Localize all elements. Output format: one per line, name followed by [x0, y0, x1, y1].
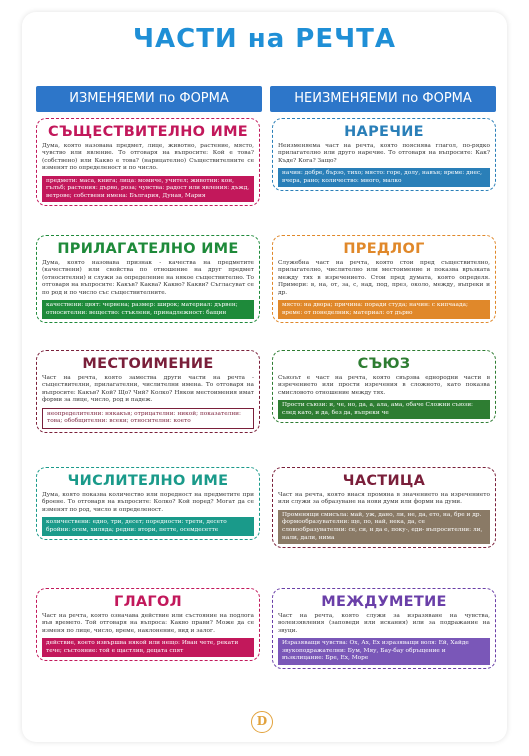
card-title: ПРЕДЛОГ: [343, 241, 425, 257]
card-text: Служебна част на речта, която стои пред съществително, прилагателно, числително или местоимение и показва връзката между тях в изречението. Стои пред думата, която определя. Примери: в, на, от, за, с, над, под, през, около, между, въпреки и др.: [278, 260, 490, 296]
publisher-logo-icon: D: [251, 711, 273, 733]
card-example: количествени: едно, три, десет; поредности: трети, десето бройни: осем, хиляда; редни: втори, петте, осемдесетте: [42, 517, 254, 536]
card-text: Част на речта, която замества други части на речта - съществителни, прилагателни, числителни имена. То отговаря на въпросите: Какъв? Кой? Що? Чий? Колко? Някои местоимения имат форми за лице, число, род и падеж.: [42, 375, 254, 404]
card-pronoun: [36, 350, 260, 433]
column-header-unchangeable: НЕИЗМЕНЯЕМИ по ФОРМА: [270, 86, 496, 112]
page-title: ЧАСТИ на РЕЧТА: [132, 24, 396, 54]
column-header-changeable: ИЗМЕНЯЕМИ по ФОРМА: [36, 86, 262, 112]
card-interjection: [272, 588, 496, 669]
card-example: Прости съюзи: и, че, но, да, а, ала, ама, обаче Сложни съюзи: след като, и да, без да, въпреки че: [278, 400, 490, 419]
card-conjunction: [272, 350, 496, 423]
card-text: Част на речта, която означава действие или състояние на подлога във времето. Той отговаря на въпроса: Какво прави? Може да се изменя по лице, число, време, наклонение, вид и залог.: [42, 613, 254, 634]
card-verb: [36, 588, 260, 661]
card-adverb: [272, 118, 496, 191]
card-title: МЕСТОИМЕНИЕ: [82, 356, 214, 372]
card-text: Част на речта, която внася промяна в значението на изречението или служи за образуване на нови думи или форми на думи.: [278, 492, 490, 506]
card-title: СЪЮЗ: [357, 356, 411, 372]
card-example: качествени: цвят: червена; размер: широк; материал: дървен; относителни: вещество: стъклени, принадлежност: бащин: [42, 300, 254, 319]
card-text: Дума, която назовава предмет, лице, животно, растение, място, чувство или явление. То отговаря на въпросите: Кой е това? (собствено) или Какво е това? (нарицателно) Съществителните се изменят по определеност и по число.: [42, 143, 254, 172]
card-text: Съюзът е част на речта, която свързва еднородни части в изречението или прости изречения в сложното, като показва смисловото отношение между тях.: [278, 375, 490, 396]
card-example: неопределителни: някакъв; отрицателни: никой; показателни: това; обобщителни: всеки; относителни: което: [42, 408, 254, 429]
card-adjective: [36, 235, 260, 323]
card-example: действие, което извършва някой или нещо: Иван чете, рекати тече; състояние: той е щастлив, децата спят: [42, 638, 254, 657]
card-text: Дума, която показва количество или поредност на предметите при броене. То отговаря на въпросите: Колко? Кой поред? Могат да се изменят по род, число и определеност.: [42, 492, 254, 513]
card-title: ГЛАГОЛ: [114, 594, 182, 610]
card-numeral: [36, 467, 260, 540]
card-example: начин: добре, бързо, тихо; място: горе, долу, навън; време: днес, вчера, рано; количество: много, малко: [278, 168, 490, 187]
card-title: ЧИСЛИТЕЛНО ИМЕ: [67, 473, 229, 489]
card-title: НАРЕЧИЕ: [344, 124, 424, 140]
card-noun: [36, 118, 260, 206]
card-title: ЧАСТИЦА: [342, 473, 426, 489]
card-title: ПРИЛАГАТЕЛНО ИМЕ: [57, 241, 239, 257]
card-title: МЕЖДУМЕТИЕ: [321, 594, 447, 610]
card-example: Изразяващи чувства: Ох, Ах, Ех изразяващи воля: Ей, Хайде звукоподражателни: Бум, Мяу, Бау-бау обръщение и възклицание: Бре, Ех, Море: [278, 638, 490, 665]
card-example: Променящи смисъла: май, уж, дано, ли, не, да, ето, на, бре и др. формообразувателни: ще, по, най, нека, да, се словообразувателни: се, си, н да е, поку-, еди- въпросителни: ли, нали, дали, нима: [278, 510, 490, 544]
card-particle: [272, 467, 496, 548]
card-text: Дума, която назовава признак - качества на предметите (качествени) или свойства по отношение на друг предмет (относителни) и служи за определение на някое съществително. То отговаря на въпросите: Какъв? Каква? Какво? Какви? Съгласуват се по род и по число със съществителните.: [42, 260, 254, 296]
card-example: място: на двора; причина: поради студа; начин: с кипчаада; време: от понеделник; материал: от дърво: [278, 300, 490, 319]
card-text: Неизменяема част на речта, която пояснява глагол, по-рядко прилагателно или друго наречие. То отговаря на въпросите: Как? Къде? Кога? Защо?: [278, 143, 490, 164]
card-title: СЪЩЕСТВИТЕЛНО ИМЕ: [47, 124, 249, 140]
card-text: Част на речта, която служи за изразяване на чувства, волеизявления (заповеди или искания) или за подражание на звуци.: [278, 613, 490, 634]
card-example: предмети: маса, книга; лица: момиче, учител; животни: кон, гълъб; растения: дърво, роза; чувства: радост или явления: дъжд, ветрове; собствени имена: България, Дунав, Мария: [42, 176, 254, 203]
card-preposition: [272, 235, 496, 323]
